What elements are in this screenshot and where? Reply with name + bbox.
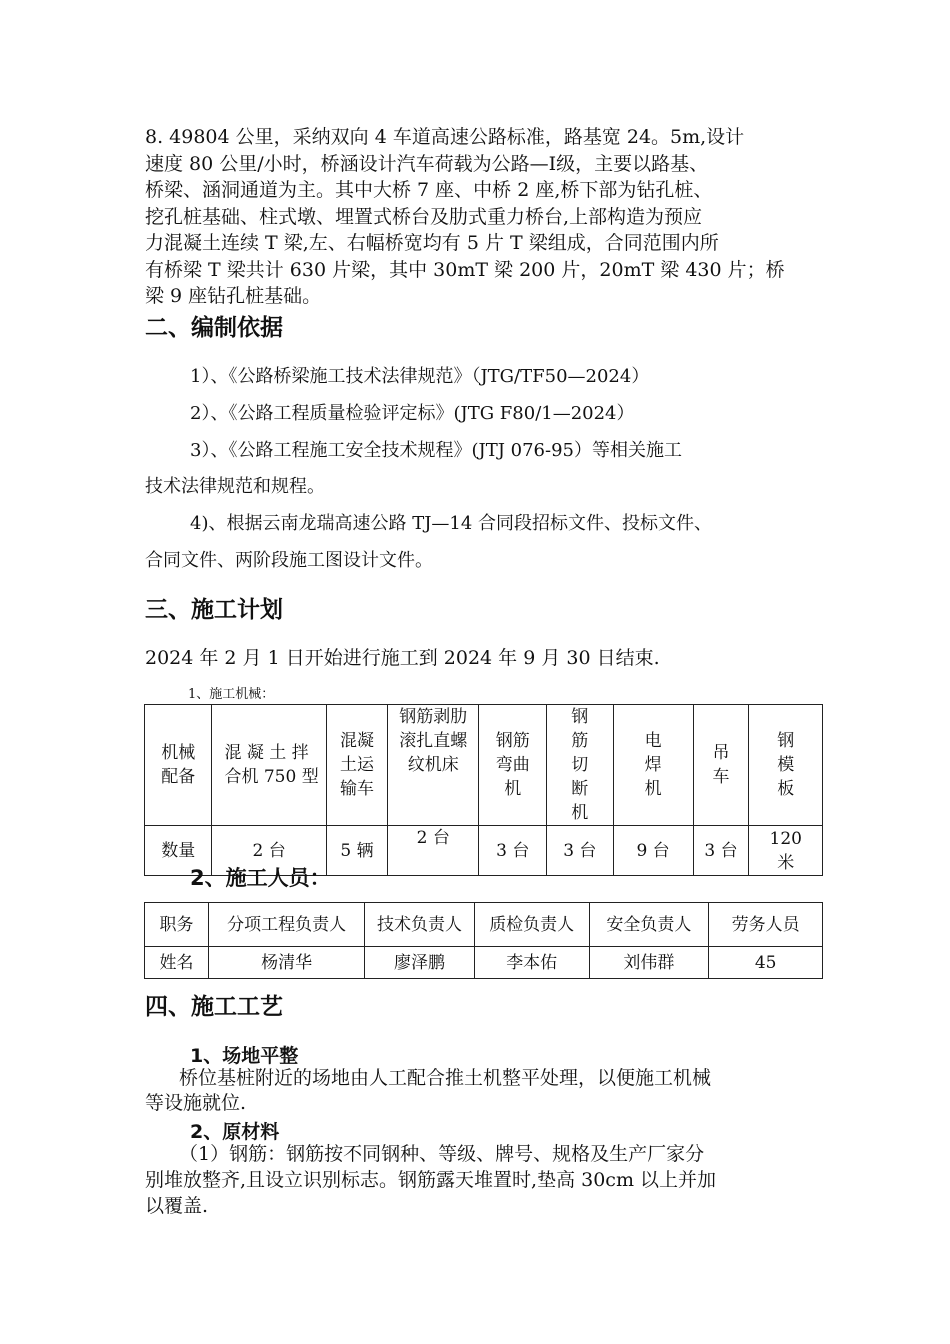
table-cell: 9 台	[613, 826, 693, 876]
intro-line: 桥梁、涵洞通道为主。其中大桥 7 座、中桥 2 座,桥下部为钻孔桩、	[145, 179, 713, 201]
subsection-heading: 1、场地平整	[190, 1045, 299, 1067]
table-cell: 钢筋切断机	[547, 705, 614, 826]
table-cell: 电焊机	[613, 705, 693, 826]
table-row	[145, 705, 823, 826]
intro-line: 挖孔桩基础、柱式墩、埋置式桥台及肋式重力桥台,上部构造为预应	[145, 205, 703, 228]
table-cell: 混凝土运输车	[326, 705, 387, 826]
table-cell: 刘伟群	[589, 947, 709, 979]
schedule-text: 2024 年 2 月 1 日开始进行施工到 2024 年 9 月 30 日结束.	[145, 647, 660, 669]
table-cell: 数量	[145, 826, 212, 876]
intro-line: 8. 49804 公里，采纳双向 4 车道高速公路标准，路基宽 24。5m,设计	[145, 126, 745, 148]
paragraph-line: 等设施就位.	[145, 1092, 247, 1114]
table-cell: 技术负责人	[365, 903, 475, 947]
site-paragraph	[145, 1066, 825, 1116]
table-cell: 2 台	[388, 826, 479, 876]
table-cell: 3 台	[693, 826, 749, 876]
table-cell: 钢模板	[749, 705, 823, 826]
table-cell: 120米	[749, 826, 823, 876]
staff-label: 2、施工人员：	[190, 866, 331, 890]
table-cell: 3 台	[479, 826, 547, 876]
table-cell: 廖泽鹏	[365, 947, 475, 979]
table-cell: 李本佑	[474, 947, 589, 979]
table-cell: 安全负责人	[589, 903, 709, 947]
reference-item: 技术法律规范和规程。	[145, 476, 325, 497]
table-cell: 杨清华	[208, 947, 364, 979]
materials-paragraph	[145, 1141, 825, 1219]
intro-line: 有桥梁 T 梁共计 630 片梁，其中 30mT 梁 200 片，20mT 梁 430 片；桥	[145, 258, 785, 281]
reference-item: 3）、《公路工程施工安全技术规程》(JTJ 076-95）等相关施工	[190, 440, 682, 461]
table-cell: 吊车	[693, 705, 749, 826]
table-cell: 姓名	[145, 947, 209, 979]
table-cell: 劳务人员	[709, 903, 823, 947]
table-cell: 混 凝 土 拌 合机 750 型	[212, 705, 326, 826]
reference-item: 2）、《公路工程质量检验评定标》(JTG F80/1—2024）	[190, 403, 635, 424]
machinery-label: 1、施工机械：	[188, 687, 275, 702]
intro-paragraph	[145, 124, 825, 310]
reference-item: 4)、根据云南龙瑞高速公路 TJ—14 合同段招标文件、投标文件、	[190, 513, 713, 534]
table-cell: 质检负责人	[474, 903, 589, 947]
reference-item: 1）、《公路桥梁施工技术法律规范》（JTG/TF50—2024）	[190, 366, 650, 387]
reference-item: 合同文件、两阶段施工图设计文件。	[145, 550, 433, 571]
table-cell: 2 台	[212, 826, 326, 876]
table-cell: 钢筋弯曲机	[479, 705, 547, 826]
subsection-heading: 2、原材料	[190, 1121, 280, 1143]
intro-line: 速度 80 公里/小时，桥涵设计汽车荷载为公路—Ⅰ级，主要以路基、	[145, 152, 709, 175]
table-cell: 分项工程负责人	[208, 903, 364, 947]
machinery-table	[144, 704, 823, 876]
section-heading: 三、施工计划	[145, 597, 283, 623]
table-row	[145, 947, 823, 979]
table-cell: 钢筋剥肋滚扎直螺纹机床	[388, 705, 479, 826]
table-cell: 职务	[145, 903, 209, 947]
section-heading: 四、施工工艺	[145, 994, 283, 1020]
paragraph-line: 以覆盖.	[145, 1195, 209, 1217]
paragraph-line: 别堆放整齐,且设立识别标志。钢筋露天堆置时,垫高 30cm 以上并加	[145, 1169, 716, 1191]
intro-line: 梁 9 座钻孔桩基础。	[145, 285, 322, 307]
paragraph-line: 桥位基桩附近的场地由人工配合推土机整平处理，以便施工机械	[179, 1067, 712, 1089]
table-row	[145, 903, 823, 947]
paragraph-line: （1）钢筋：钢筋按不同钢种、等级、牌号、规格及生产厂家分	[179, 1143, 705, 1165]
table-cell: 45	[709, 947, 823, 979]
staff-table	[144, 902, 823, 979]
intro-line: 力混凝土连续 T 梁,左、右幅桥宽均有 5 片 T 梁组成，合同范围内所	[145, 232, 719, 254]
table-cell: 5 辆	[326, 826, 387, 876]
table-cell: 3 台	[547, 826, 614, 876]
table-cell: 机械配备	[145, 705, 212, 826]
section-heading: 二、编制依据	[145, 315, 283, 341]
